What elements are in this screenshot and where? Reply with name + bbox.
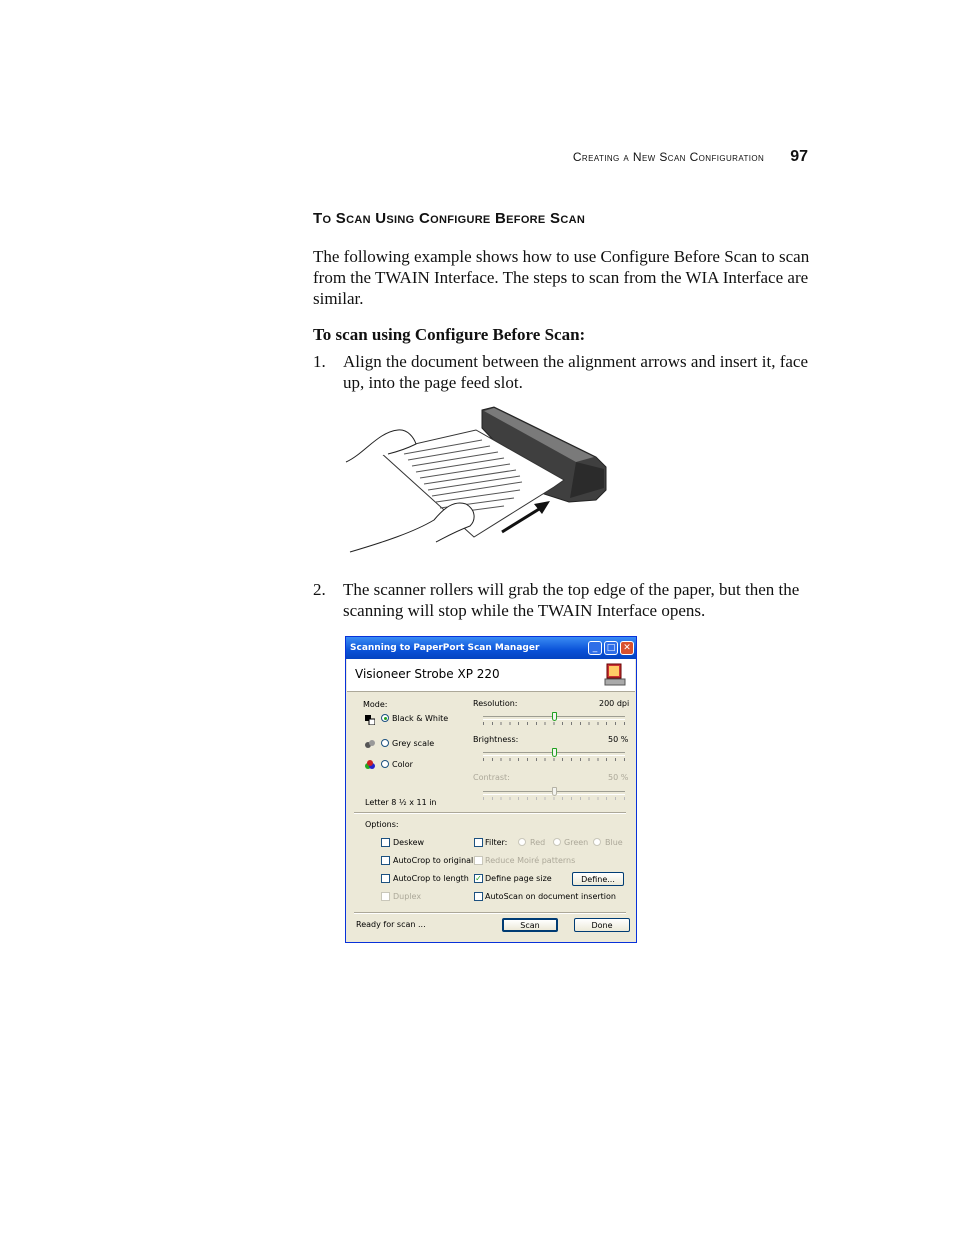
filter-blue-radio bbox=[593, 838, 601, 846]
autocrop-length-checkbox[interactable] bbox=[381, 874, 390, 883]
color-icon bbox=[365, 760, 375, 770]
separator bbox=[354, 812, 626, 814]
step-1 bbox=[313, 351, 813, 393]
resolution-slider[interactable] bbox=[483, 713, 625, 727]
mode-label-black-white: Black & White bbox=[392, 714, 449, 723]
slider-ticks bbox=[483, 758, 625, 761]
autocrop-original-checkbox[interactable] bbox=[381, 856, 390, 865]
separator bbox=[354, 912, 626, 914]
filter-red-radio bbox=[518, 838, 526, 846]
contrast-slider-thumb bbox=[552, 787, 557, 796]
autocrop-original-label: AutoCrop to original bbox=[393, 856, 474, 865]
slider-ticks bbox=[483, 797, 625, 800]
dialog-title: Scanning to PaperPort Scan Manager bbox=[350, 643, 540, 653]
resolution-value: 200 dpi bbox=[599, 699, 630, 708]
page-header bbox=[573, 147, 808, 167]
done-button[interactable]: Done bbox=[574, 918, 630, 932]
filter-blue-label: Blue bbox=[605, 838, 623, 847]
brightness-value: 50 % bbox=[608, 735, 629, 744]
autoscan-label: AutoScan on document insertion bbox=[485, 892, 616, 901]
maximize-button[interactable]: □ bbox=[604, 641, 618, 655]
define-page-size-checkbox[interactable]: ✓ bbox=[475, 874, 482, 883]
minimize-button[interactable]: _ bbox=[588, 641, 602, 655]
filter-checkbox[interactable] bbox=[474, 838, 483, 847]
status-text: Ready for scan ... bbox=[356, 920, 426, 929]
procedure-title: To scan using Configure Before Scan: bbox=[313, 325, 586, 344]
mode-radio-grey-scale[interactable] bbox=[381, 739, 389, 747]
black-white-icon bbox=[365, 715, 375, 725]
filter-label: Filter: bbox=[485, 838, 508, 847]
filter-green-radio bbox=[553, 838, 561, 846]
mode-radio-black-white[interactable] bbox=[381, 714, 389, 722]
resolution-label: Resolution: bbox=[473, 699, 518, 708]
step-text: The scanner rollers will grab the top edge of the paper, but then the scanning will stop while the TWAIN Interface opens. bbox=[343, 580, 800, 620]
slider-ticks bbox=[483, 722, 625, 725]
scan-manager-dialog bbox=[345, 636, 637, 943]
mode-radio-color[interactable] bbox=[381, 760, 389, 768]
options-label: Options: bbox=[365, 820, 399, 829]
step-text: Align the document between the alignment arrows and insert it, face up, into the page feed slot. bbox=[343, 352, 808, 392]
contrast-label: Contrast: bbox=[473, 773, 510, 782]
duplex-label: Duplex bbox=[393, 892, 422, 901]
step-number: 1. bbox=[313, 352, 326, 371]
grey-scale-icon bbox=[365, 739, 375, 749]
step-number: 2. bbox=[313, 580, 326, 599]
page-size-label: Letter 8 ½ x 11 in bbox=[365, 798, 437, 807]
mode-label-color: Color bbox=[392, 760, 413, 769]
deskew-checkbox[interactable] bbox=[381, 838, 390, 847]
filter-green-label: Green bbox=[564, 838, 589, 847]
scanner-banner bbox=[347, 659, 635, 692]
brightness-slider[interactable] bbox=[483, 749, 625, 763]
duplex-checkbox bbox=[381, 892, 390, 901]
filter-red-label: Red bbox=[530, 838, 546, 847]
autocrop-length-label: AutoCrop to length bbox=[393, 874, 469, 883]
scanner-computer-icon bbox=[603, 662, 627, 688]
mode-label-grey-scale: Grey scale bbox=[392, 739, 435, 748]
contrast-slider bbox=[483, 788, 625, 802]
scanner-insertion-illustration bbox=[344, 402, 609, 557]
section-title: To Scan Using Configure Before Scan bbox=[313, 210, 586, 227]
contrast-value: 50 % bbox=[608, 773, 629, 782]
brightness-label: Brightness: bbox=[473, 735, 519, 744]
step-2 bbox=[313, 579, 813, 621]
deskew-label: Deskew bbox=[393, 838, 425, 847]
scan-button[interactable]: Scan bbox=[502, 918, 558, 932]
resolution-slider-thumb[interactable] bbox=[552, 712, 557, 721]
close-button[interactable]: ✕ bbox=[620, 641, 634, 655]
mode-label: Mode: bbox=[363, 700, 388, 709]
define-button[interactable]: Define... bbox=[572, 872, 624, 886]
dialog-title-bar[interactable] bbox=[346, 637, 636, 659]
page-number: 97 bbox=[790, 148, 808, 165]
brightness-slider-thumb[interactable] bbox=[552, 748, 557, 757]
scanner-name: Visioneer Strobe XP 220 bbox=[355, 667, 500, 681]
reduce-moire-label: Reduce Moiré patterns bbox=[485, 856, 576, 865]
chapter-title: Creating a New Scan Configuration bbox=[572, 150, 765, 164]
intro-paragraph: The following example shows how to use Configure Before Scan to scan from the TWAIN Interface. The steps to scan from the WIA Interface are similar. bbox=[313, 247, 810, 308]
reduce-moire-checkbox bbox=[474, 856, 483, 865]
autoscan-checkbox[interactable] bbox=[474, 892, 483, 901]
define-page-size-label: Define page size bbox=[485, 874, 552, 883]
